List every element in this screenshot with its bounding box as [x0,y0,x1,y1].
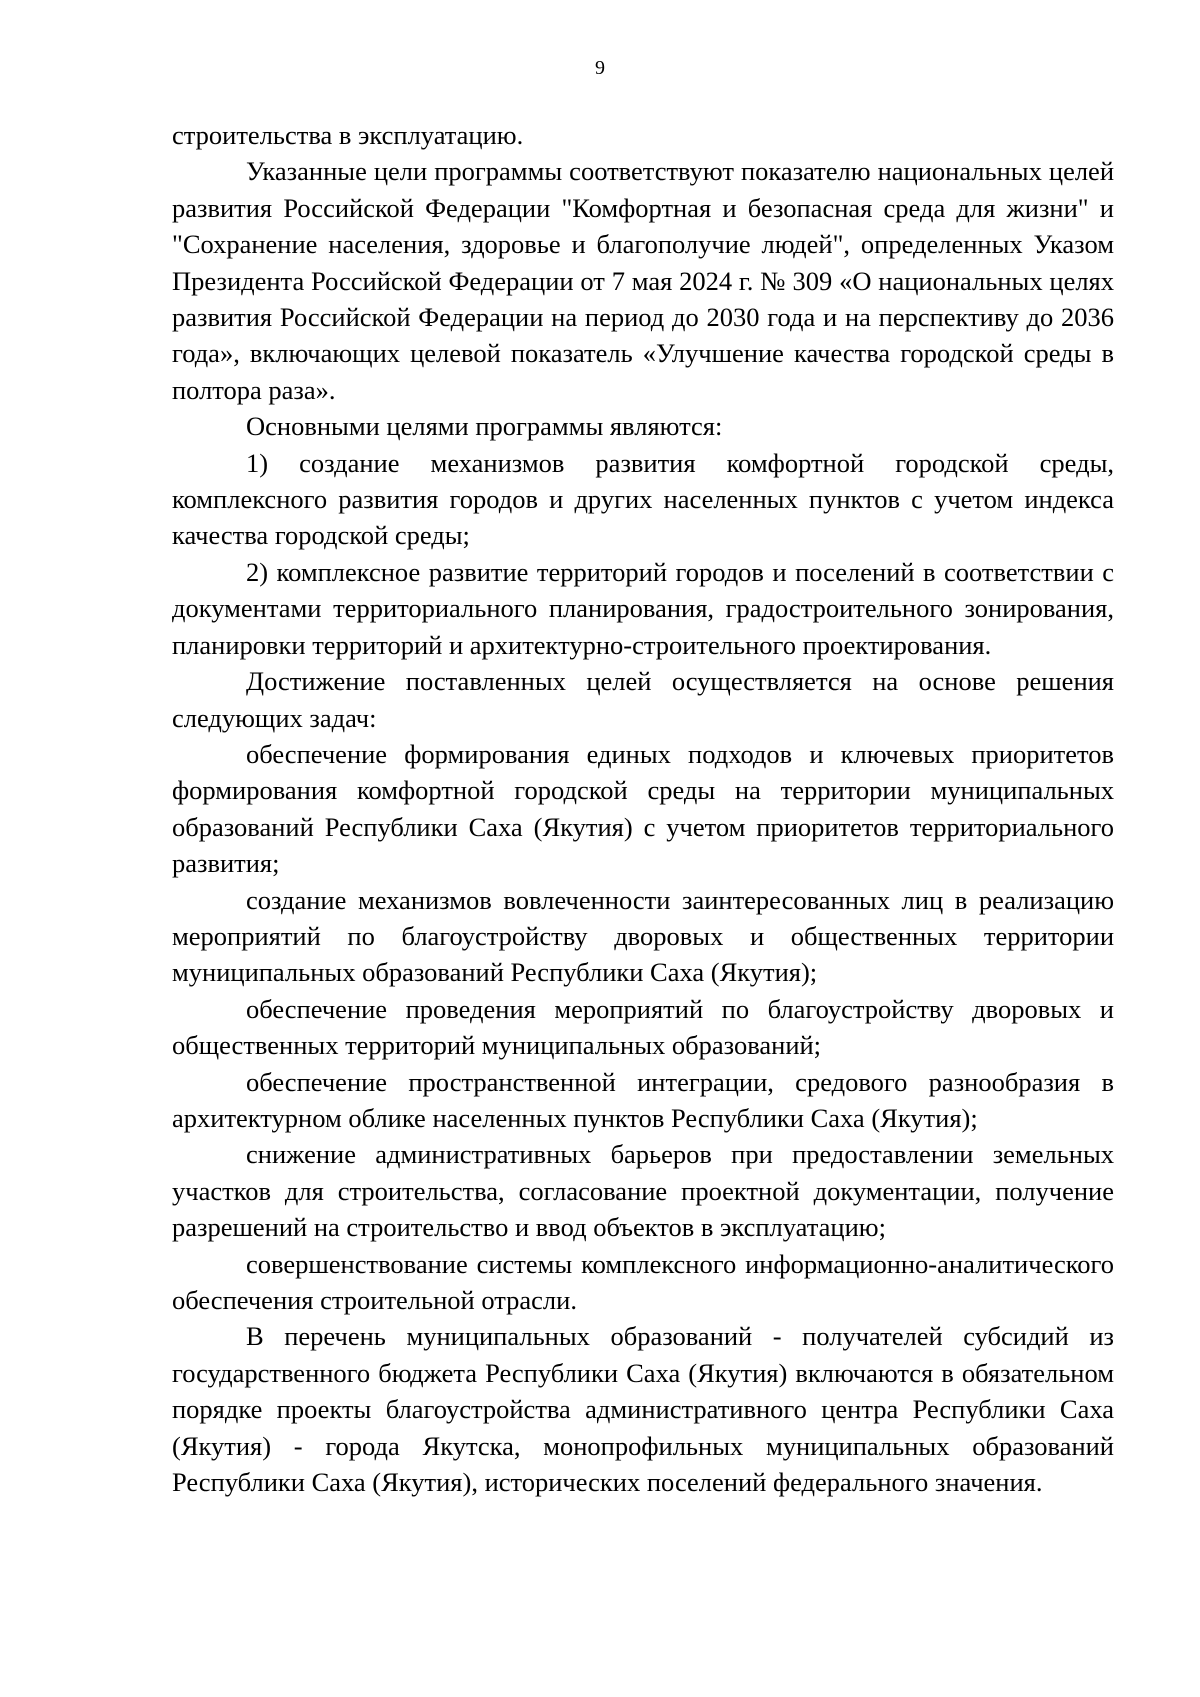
paragraph-task-5: снижение административных барьеров при предоставлении земельных участков для строительства, согласование проектной документации, получение разрешений на строительство и ввод объектов в эксплуатацию; [172,1139,1114,1243]
paragraph-goal-1: 1) создание механизмов развития комфортной городской среды, комплексного развития городов и других населенных пунктов с учетом индекса качества городской среды; [172,447,1114,551]
paragraph-continuation: строительства в эксплуатацию. [172,120,524,150]
page-number: 9 [595,57,605,79]
paragraph-task-1: обеспечение формирования единых подходов и ключевых приоритетов формирования комфортной городской среды на территории муниципальных образований Республики Саха (Якутия) с учетом приоритетов территориального развития; [172,738,1114,879]
paragraph-goal-2: 2) комплексное развитие территорий городов и поселений в соответствии с документами территориального планирования, градостроительного зонирования, планировки территорий и архитектурно-строительного проектирования. [172,556,1114,660]
paragraph-task-3: обеспечение проведения мероприятий по благоустройству дворовых и общественных территорий муниципальных образований; [172,993,1114,1061]
paragraph-main-goals-intro: Основными целями программы являются: [246,411,723,442]
paragraph-tasks-intro: Достижение поставленных целей осуществляется на основе решения следующих задач: [172,666,1114,733]
paragraph-subsidy-recipients: В перечень муниципальных образований - получателей субсидий из государственного бюджета Республики Саха (Якутия) включаются в обязательном порядке проекты благоустройства административного центра Республики Саха (Якутия) - города Якутска, монопрофильных муниципальных образований Республики Саха (Якутия), исторических поселений федерального значения. [172,1321,1114,1498]
paragraph-program-goals-alignment: Указанные цели программы соответствуют показателю национальных целей развития Российской Федерации "Комфортная и безопасная среда для жизни" и "Сохранение населения, здоровье и благополучие людей", определенных Указом Президента Российской Федерации от 7 мая 2024 г. № 309 «О национальных целях развития Российской Федерации на период до 2030 года и на перспективу до 2036 года», включающих целевой показатель «Улучшение качества городской среды в полтора раза». [172,156,1114,405]
document-body [172,117,1114,1500]
paragraph-task-2: создание механизмов вовлеченности заинтересованных лиц в реализацию мероприятий по благоустройству дворовых и общественных территории муниципальных образований Республики Саха (Якутия); [172,884,1114,988]
paragraph-task-4: обеспечение пространственной интеграции, средового разнообразия в архитектурном облике населенных пунктов Республики Саха (Якутия); [172,1066,1114,1133]
paragraph-task-6: совершенствование системы комплексного информационно-аналитического обеспечения строительной отрасли. [172,1248,1114,1315]
